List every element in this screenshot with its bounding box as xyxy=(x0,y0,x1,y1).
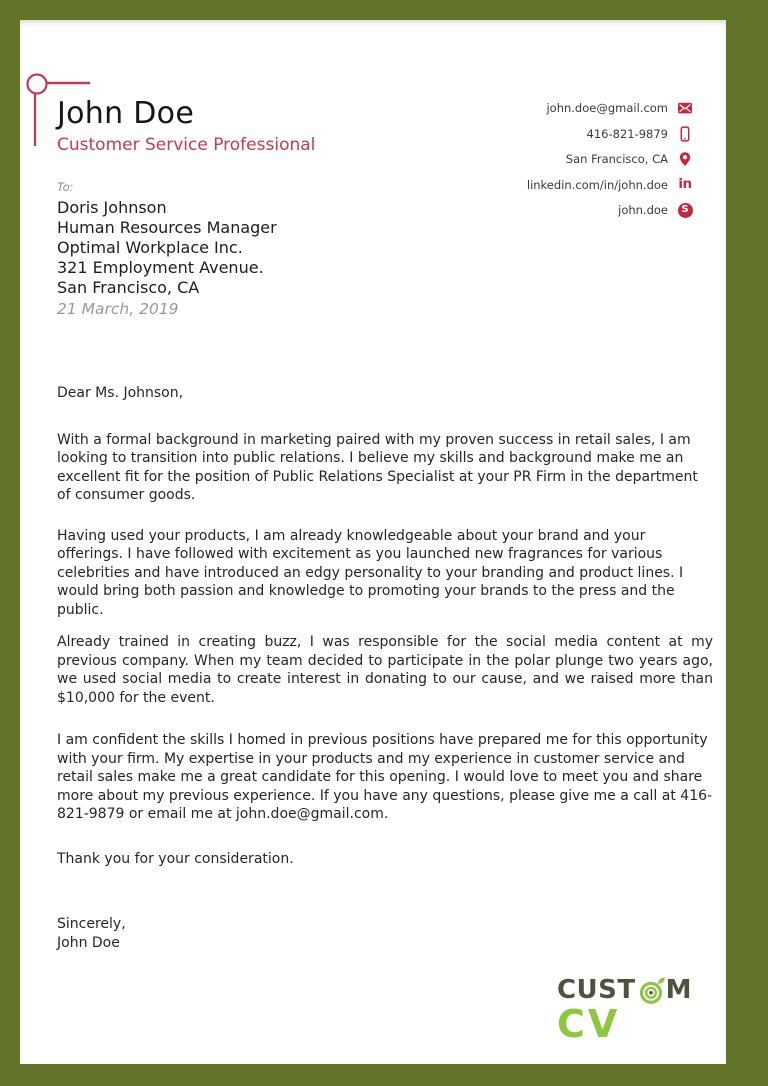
salutation: Dear Ms. Johnson, xyxy=(57,385,184,401)
paragraph-4: I am confident the skills I homed in previous positions have prepared me for this opportunity with your firm. My expertise in your products and my experience in customer service and retail sales make me a great candidate for this opening. I would love to meet you and share more about my previous experience. If you have any questions, please give me a call at 416-821-9879 or email me at john.doe@gmail.com. xyxy=(57,732,713,822)
customcv-logo xyxy=(556,974,692,1046)
paragraph-1: With a formal background in marketing paired with my proven success in retail sales, I am looking to transition into public relations. I believe my skills and background make me an excellent fit for the position of Public Relations Specialist at your PR Firm in the department of consumer goods. xyxy=(57,431,698,503)
recipient-company: Optimal Workplace Inc. xyxy=(57,238,243,257)
phone-icon xyxy=(677,126,693,142)
contact-location-label: San Francisco, CA xyxy=(565,152,668,166)
linkedin-icon: in xyxy=(678,175,692,192)
recipient-block xyxy=(57,180,277,319)
email-icon xyxy=(677,100,693,116)
recipient-city: San Francisco, CA xyxy=(57,278,200,297)
contact-linkedin-label: linkedin.com/in/john.doe xyxy=(526,177,668,192)
signature-name: John Doe xyxy=(57,934,120,951)
contact-linkedin xyxy=(527,177,693,193)
applicant-title: Customer Service Professional xyxy=(57,135,316,155)
contact-email-label: john.doe@gmail.com xyxy=(546,101,668,115)
to-label: To: xyxy=(57,180,74,194)
closing-line: Sincerely, xyxy=(57,916,126,932)
bullseye-icon xyxy=(637,975,665,1005)
contact-skype xyxy=(527,202,693,218)
applicant-name: John Doe xyxy=(57,96,195,131)
location-icon xyxy=(677,151,693,167)
paragraph-2: Having used your products, I am already knowledgeable about your brand and your offerings. I have followed with excitement as you launched new fragrances for various celebrities and have introduced an edgy personality to your branding and product lines. I would bring both passion and knowledge to promoting your brands to the press and the public. xyxy=(57,527,684,618)
contact-phone-label: 416-821-9879 xyxy=(586,126,668,141)
logo-text-part2: M xyxy=(665,974,692,1005)
contact-email xyxy=(527,100,693,116)
contact-info xyxy=(527,100,693,228)
logo-text-part1: CUST xyxy=(556,974,636,1005)
letter-page xyxy=(20,20,726,1064)
recipient-street: 321 Employment Avenue. xyxy=(57,258,264,277)
recipient-role: Human Resources Manager xyxy=(57,218,277,237)
skype-icon: S xyxy=(677,202,693,218)
thanks-line: Thank you for your consideration. xyxy=(57,850,294,867)
recipient-name: Doris Johnson xyxy=(57,198,167,217)
letter-body xyxy=(57,384,713,952)
contact-phone xyxy=(527,126,693,142)
contact-location xyxy=(527,151,693,167)
logo-cv-text: CV xyxy=(556,1001,621,1046)
paragraph-3: Already trained in creating buzz, I was responsible for the social media content at my previous company. When my team decided to participate in the polar plunge two years ago, we used social media to create interest in donating to our cause, and we raised more than $10,000 for the event. xyxy=(57,634,713,706)
letter-date: 21 March, 2019 xyxy=(57,300,179,318)
contact-skype-label: john.doe xyxy=(618,203,668,217)
